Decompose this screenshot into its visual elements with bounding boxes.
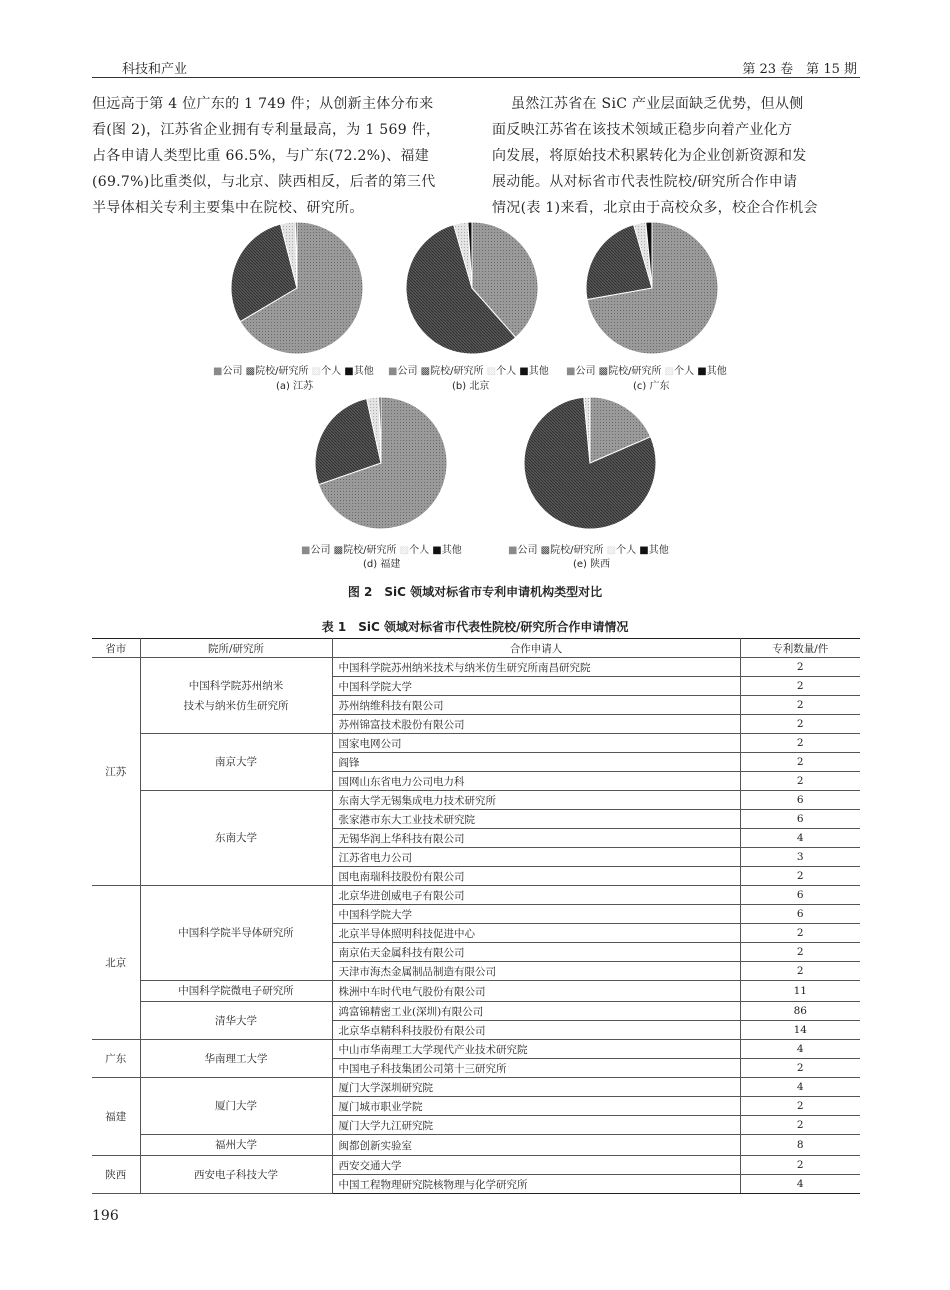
cooperator-cell: 无锡华润上华科技有限公司: [332, 829, 740, 848]
legend-swatch-institute: ▩: [540, 545, 551, 556]
table-row: [92, 981, 860, 1002]
pie-legend-jiangsu: [213, 362, 374, 377]
table-row: [92, 1040, 860, 1059]
legend-label-other: 其他: [441, 545, 462, 556]
th-cooperator: 合作申请人: [332, 639, 740, 658]
cooperator-cell: 苏州锦富技术股份有限公司: [332, 715, 740, 734]
text-line: 半导体相关专利主要集中在院校、研究所。: [92, 200, 364, 216]
patent-count-cell: 2: [740, 924, 860, 943]
cooperator-cell: 阎锋: [332, 753, 740, 772]
subcaption-fujian: (d) 福建: [363, 559, 401, 570]
cooperator-cell: 苏州纳维科技有限公司: [332, 696, 740, 715]
legend-label-company: 公司: [397, 366, 421, 377]
patent-count-cell: 2: [740, 658, 860, 677]
subcaption-beijing: (b) 北京: [452, 381, 490, 392]
legend-swatch-other: ■: [432, 545, 442, 556]
legend-label-institute: 院校/研究所: [608, 366, 665, 377]
patent-count-cell: 2: [740, 772, 860, 791]
institute-cell: 东南大学: [140, 791, 332, 886]
cooperator-cell: 中国科学院苏州纳米技术与纳米仿生研究所南昌研究院: [332, 658, 740, 677]
legend-swatch-individual: ▨: [311, 366, 322, 377]
text-line: 情况(表 1)来看，北京由于高校众多，校企合作机会: [492, 200, 818, 216]
legend-label-company: 公司: [575, 366, 599, 377]
cooperator-cell: 株洲中车时代电气股份有限公司: [332, 981, 740, 1002]
cooperator-cell: 国电南瑞科技股份有限公司: [332, 867, 740, 886]
patent-count-cell: 2: [740, 943, 860, 962]
journal-name: 科技和产业: [122, 62, 188, 77]
patent-count-cell: 4: [740, 1040, 860, 1059]
table-row: [92, 1156, 860, 1175]
pie-legend-guangdong: [566, 362, 727, 377]
patent-count-cell: 2: [740, 1116, 860, 1135]
legend-swatch-individual: ▨: [664, 366, 675, 377]
legend-label-company: 公司: [310, 545, 334, 556]
patent-count-cell: 2: [740, 715, 860, 734]
text-line: 向发展，将原始技术积累转化为企业创新资源和发: [492, 148, 807, 164]
legend-label-company: 公司: [517, 545, 541, 556]
cooperator-cell: 国网山东省电力公司电力科: [332, 772, 740, 791]
patent-count-cell: 2: [740, 753, 860, 772]
legend-label-institute: 院校/研究所: [255, 366, 312, 377]
cooperator-cell: 张家港市东大工业技术研究院: [332, 810, 740, 829]
pie-chart-shaanxi: [522, 395, 658, 531]
legend-swatch-other: ■: [697, 366, 707, 377]
pie-chart-fujian: [313, 395, 449, 531]
legend-label-individual: 个人: [616, 545, 640, 556]
cooperator-cell: 闽都创新实验室: [332, 1135, 740, 1156]
pie-chart-jiangsu: [229, 220, 365, 356]
legend-label-other: 其他: [648, 545, 669, 556]
patent-count-cell: 6: [740, 810, 860, 829]
patent-count-cell: 4: [740, 1078, 860, 1097]
legend-swatch-company: ■: [213, 366, 223, 377]
legend-label-other: 其他: [353, 366, 374, 377]
legend-label-company: 公司: [222, 366, 246, 377]
figure-caption: 图 2 SiC 领域对标省市专利申请机构类型对比: [347, 585, 603, 599]
page-number: 196: [92, 1208, 119, 1224]
legend-swatch-other: ■: [519, 366, 529, 377]
patent-count-cell: 86: [740, 1002, 860, 1021]
subcaption-shaanxi: (e) 陕西: [573, 559, 611, 570]
patent-count-cell: 6: [740, 905, 860, 924]
table-row: [92, 734, 860, 753]
institute-cell: 福州大学: [140, 1135, 332, 1156]
patent-count-cell: 2: [740, 677, 860, 696]
patent-count-cell: 11: [740, 981, 860, 1002]
text-line: 看(图 2)，江苏省企业拥有专利量最高，为 1 569 件，: [92, 122, 441, 138]
subcaption-guangdong: (c) 广东: [633, 381, 670, 392]
legend-swatch-other: ■: [639, 545, 649, 556]
patent-count-cell: 2: [740, 1156, 860, 1175]
institute-cell: 中国科学院苏州纳米 技术与纳米仿生研究所: [140, 658, 332, 734]
institute-cell: 厦门大学: [140, 1078, 332, 1135]
legend-swatch-individual: ▨: [399, 545, 410, 556]
legend-swatch-institute: ▩: [333, 545, 344, 556]
th-institute: 院所/研究所: [140, 639, 332, 658]
patent-count-cell: 2: [740, 734, 860, 753]
legend-swatch-institute: ▩: [598, 366, 609, 377]
province-cell: 陕西: [92, 1156, 140, 1194]
table-row: [92, 1135, 860, 1156]
cooperator-cell: 南京佑天金属科技有限公司: [332, 943, 740, 962]
legend-swatch-company: ■: [566, 366, 576, 377]
legend-swatch-company: ■: [301, 545, 311, 556]
institute-cell: 南京大学: [140, 734, 332, 791]
cooperator-cell: 鸿富锦精密工业(深圳)有限公司: [332, 1002, 740, 1021]
legend-swatch-individual: ▨: [606, 545, 617, 556]
province-cell: 福建: [92, 1078, 140, 1156]
pie-chart-guangdong: [584, 220, 720, 356]
th-province: 省市: [92, 639, 140, 658]
body-text-right: [492, 91, 862, 221]
patent-count-cell: 2: [740, 962, 860, 981]
patent-count-cell: 2: [740, 696, 860, 715]
issue-info: 第 23 卷 第 15 期: [742, 62, 857, 77]
cooperator-cell: 江苏省电力公司: [332, 848, 740, 867]
legend-label-individual: 个人: [496, 366, 520, 377]
text-line: 但远高于第 4 位广东的 1 749 件；从创新主体分布来: [92, 96, 434, 112]
cooperator-cell: 东南大学无锡集成电力技术研究所: [332, 791, 740, 810]
legend-swatch-institute: ▩: [420, 366, 431, 377]
table-row: [92, 658, 860, 677]
text-line: 面反映江苏省在该技术领域正稳步向着产业化方: [492, 122, 793, 138]
legend-label-institute: 院校/研究所: [430, 366, 487, 377]
cooperator-cell: 厦门大学九江研究院: [332, 1116, 740, 1135]
legend-label-individual: 个人: [321, 366, 345, 377]
text-line: (69.7%)比重类似，与北京、陕西相反，后者的第三代: [92, 174, 436, 190]
institute-cell: 华南理工大学: [140, 1040, 332, 1078]
table-caption: 表 1 SiC 领域对标省市代表性院校/研究所合作申请情况: [321, 620, 629, 634]
pie-legend-shaanxi: [508, 541, 669, 556]
legend-swatch-company: ■: [508, 545, 518, 556]
institute-cell: 中国科学院微电子研究所: [140, 981, 332, 1002]
cooperator-cell: 北京半导体照明科技促进中心: [332, 924, 740, 943]
patent-count-cell: 4: [740, 1175, 860, 1194]
patent-count-cell: 14: [740, 1021, 860, 1040]
cooperator-cell: 北京华进创威电子有限公司: [332, 886, 740, 905]
header-rule: [92, 77, 860, 78]
institute-cell: 清华大学: [140, 1002, 332, 1040]
text-line: 占各申请人类型比重 66.5%，与广东(72.2%)、福建: [92, 148, 430, 164]
table-row: [92, 1078, 860, 1097]
subcaption-jiangsu: (a) 江苏: [276, 381, 314, 392]
patent-count-cell: 6: [740, 886, 860, 905]
legend-label-institute: 院校/研究所: [550, 545, 607, 556]
patent-count-cell: 4: [740, 829, 860, 848]
legend-swatch-institute: ▩: [245, 366, 256, 377]
cooperator-cell: 国家电网公司: [332, 734, 740, 753]
patent-count-cell: 6: [740, 791, 860, 810]
pie-legend-fujian: [301, 541, 462, 556]
legend-label-individual: 个人: [409, 545, 433, 556]
legend-label-other: 其他: [528, 366, 549, 377]
cooperator-cell: 中国科学院大学: [332, 677, 740, 696]
body-text-left: [92, 91, 462, 221]
legend-swatch-other: ■: [344, 366, 354, 377]
patent-count-cell: 2: [740, 867, 860, 886]
pie-chart-beijing: [404, 220, 540, 356]
cooperator-cell: 北京华卓精科科技股份有限公司: [332, 1021, 740, 1040]
cooperator-cell: 厦门大学深圳研究院: [332, 1078, 740, 1097]
cooperation-table: [92, 638, 860, 1194]
pie-legend-beijing: [388, 362, 549, 377]
province-cell: 江苏: [92, 658, 140, 886]
table-row: [92, 886, 860, 905]
cooperator-cell: 西安交通大学: [332, 1156, 740, 1175]
text-line: 展动能。从对标省市代表性院校/研究所合作申请: [492, 174, 798, 190]
province-cell: 北京: [92, 886, 140, 1040]
legend-label-individual: 个人: [674, 366, 698, 377]
legend-swatch-individual: ▨: [486, 366, 497, 377]
institute-cell: 中国科学院半导体研究所: [140, 886, 332, 981]
cooperator-cell: 中国电子科技集团公司第十三研究所: [332, 1059, 740, 1078]
cooperator-cell: 中国科学院大学: [332, 905, 740, 924]
cooperator-cell: 厦门城市职业学院: [332, 1097, 740, 1116]
province-cell: 广东: [92, 1040, 140, 1078]
legend-label-institute: 院校/研究所: [343, 545, 400, 556]
patent-count-cell: 8: [740, 1135, 860, 1156]
table-row: [92, 791, 860, 810]
patent-count-cell: 3: [740, 848, 860, 867]
cooperator-cell: 天津市海杰金属制品制造有限公司: [332, 962, 740, 981]
legend-label-other: 其他: [706, 366, 727, 377]
institute-cell: 西安电子科技大学: [140, 1156, 332, 1194]
legend-swatch-company: ■: [388, 366, 398, 377]
cooperator-cell: 中山市华南理工大学现代产业技术研究院: [332, 1040, 740, 1059]
patent-count-cell: 2: [740, 1097, 860, 1116]
cooperator-cell: 中国工程物理研究院核物理与化学研究所: [332, 1175, 740, 1194]
table-row: [92, 1002, 860, 1021]
patent-count-cell: 2: [740, 1059, 860, 1078]
text-line: 虽然江苏省在 SiC 产业层面缺乏优势，但从侧: [492, 96, 804, 112]
th-patent-count: 专利数量/件: [740, 639, 860, 658]
